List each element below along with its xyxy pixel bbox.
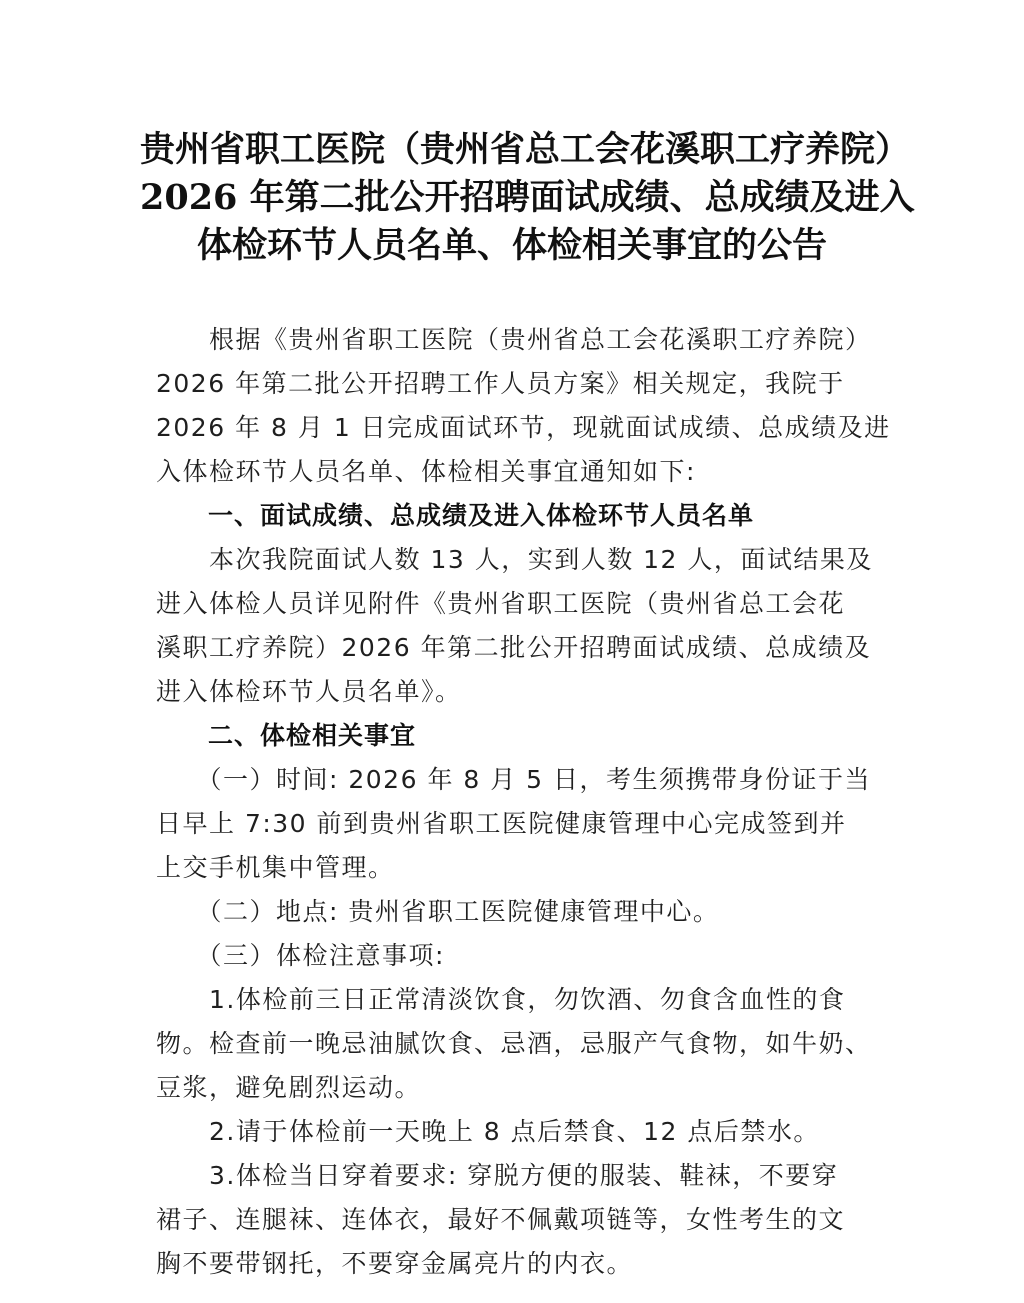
section1-line-3: 溪职工疗养院）2026 年第二批公开招聘面试成绩、总成绩及 <box>156 633 872 662</box>
place-line: （二）地点: 贵州省职工医院健康管理中心。 <box>156 897 720 926</box>
intro-line-1: 根据《贵州省职工医院（贵州省总工会花溪职工疗养院） <box>156 325 872 354</box>
note1-line-1: 1.体检前三日正常清淡饮食，勿饮酒、勿食含血性的食 <box>156 985 846 1014</box>
notes-heading: （三）体检注意事项: <box>156 941 445 970</box>
section1-line-2: 进入体检人员详见附件《贵州省职工医院（贵州省总工会花 <box>156 589 846 618</box>
note3-line-2: 裙子、连腿袜、连体衣，最好不佩戴项链等，女性考生的文 <box>156 1205 846 1234</box>
note1-line-2: 物。检查前一晚忌油腻饮食、忌酒，忌服产气食物，如牛奶、 <box>156 1029 872 1058</box>
title-line-2: 2026 年第二批公开招聘面试成绩、总成绩及进入 <box>140 177 915 218</box>
note3-line-3: 胸不要带钢托，不要穿金属亮片的内衣。 <box>156 1249 634 1278</box>
section1-line-1: 本次我院面试人数 13 人，实到人数 12 人，面试结果及 <box>156 545 873 574</box>
section2-heading: 二、体检相关事宜 <box>156 721 417 750</box>
time-line-1: （一）时间: 2026 年 8 月 5 日，考生须携带身份证于当 <box>156 765 872 794</box>
time-line-2: 日早上 7:30 前到贵州省职工医院健康管理中心完成签到并 <box>156 809 847 838</box>
announcement-body <box>156 318 891 1286</box>
note1-line-3: 豆浆，避免剧烈运动。 <box>156 1073 422 1102</box>
intro-line-3: 2026 年 8 月 1 日完成面试环节，现就面试成绩、总成绩及进 <box>156 413 891 442</box>
note3-line-1: 3.体检当日穿着要求: 穿脱方便的服装、鞋袜，不要穿 <box>156 1161 839 1190</box>
intro-line-2: 2026 年第二批公开招聘工作人员方案》相关规定，我院于 <box>156 369 845 398</box>
title-line-1: 贵州省职工医院（贵州省总工会花溪职工疗养院） <box>140 129 911 170</box>
title-line-3: 体检环节人员名单、体检相关事宜的公告 <box>196 225 827 266</box>
time-line-3: 上交手机集中管理。 <box>156 853 395 882</box>
section1-line-4: 进入体检环节人员名单》。 <box>156 677 462 706</box>
announcement-title <box>140 126 915 270</box>
note2-line: 2.请于体检前一天晚上 8 点后禁食、12 点后禁水。 <box>156 1117 820 1146</box>
section1-heading: 一、面试成绩、总成绩及进入体检环节人员名单 <box>156 501 755 530</box>
intro-line-4: 入体检环节人员名单、体检相关事宜通知如下: <box>156 457 696 486</box>
